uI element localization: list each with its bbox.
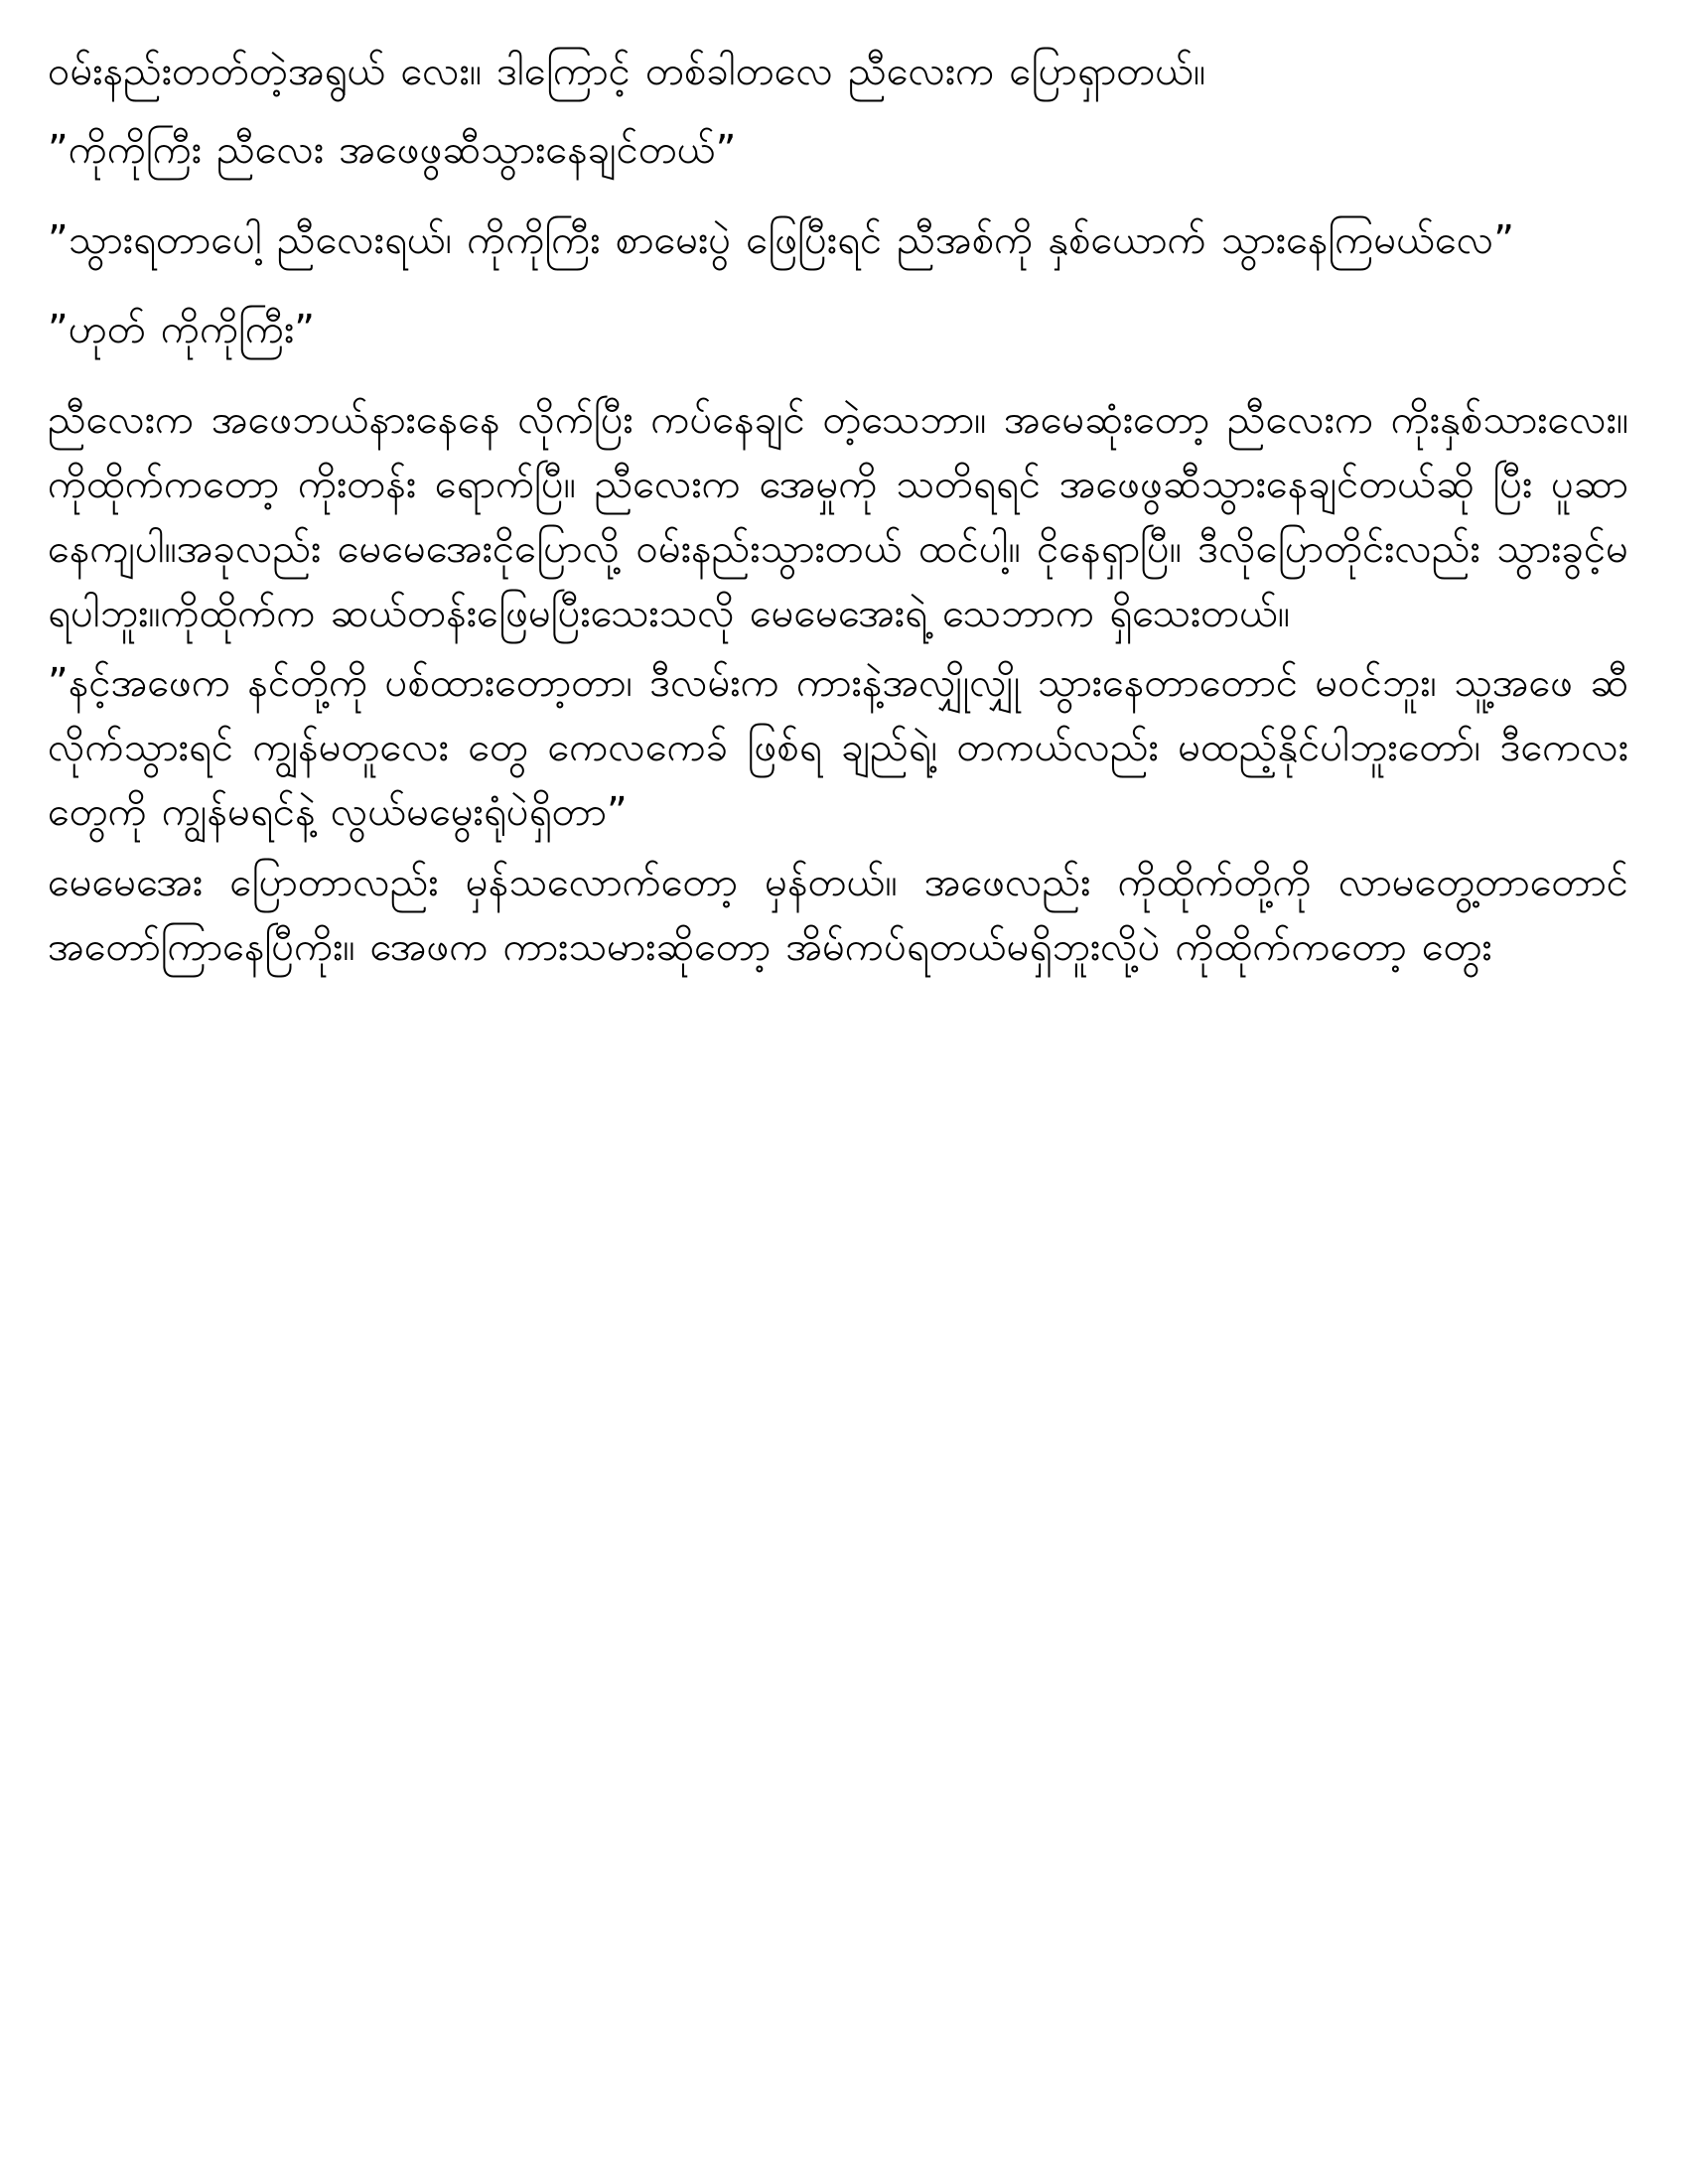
- paragraph-dialogue-3: ”ဟုတ် ကိုကိုကြီး”: [48, 307, 315, 353]
- paragraph-dialogue-1: ”ကိုကိုကြီး ညီလေး အဖေဖွဆီသွားနေချင်တယ်”: [48, 126, 737, 173]
- paragraph-narration-3: မေမေအေး ပြောတာလည်း မှန်သလောက်တော့ မှန်တယ်။ အဖေလည်း ကိုထိုက်တို့ကို လာမတွေ့တာတောင် အတော်ကြာနေပြီကိုး။ အေဖက ကားသမားဆိုတော့ အိမ်ကပ်ရတယ်မရှိဘူးလို့ပဲ ကိုထိုက်ကတော့ တွေး: [48, 859, 1628, 970]
- paragraph-narration-2: ညီလေးက အဖေဘယ်နားနေနေ လိုက်ပြီး ကပ်နေချင် တဲ့သေဘာ။ အမေဆုံးတော့ ညီလေးက ကိုးနှစ်သားလေး။ကိုထိုက်ကတော့ ကိုးတန်း ရောက်ပြီ။ ညီလေးက အေမှုကို သတိရရင် အဖေဖွဆီသွားနေချင်တယ်ဆို ပြီး ပူဆာနေကျပါ။အခုလည်း မေမေအေးငိုပြောလို့ ဝမ်းနည်းသွားတယ် ထင်ပါ့။ ငိုနေရှာပြီ။ ဒီလိုပြောတိုင်းလည်း သွားခွင့်မရပါဘူး။ကိုထိုက်က ဆယ်တန်းဖြေမပြီးသေးသလို မေမေအေးရဲ့ သေဘာက ရှိသေးတယ်။: [48, 397, 1628, 636]
- paragraph-dialogue-4: ”နင့်အဖေက နင်တို့ကို ပစ်ထားတော့တာ၊ ဒီလမ်းက ကားနဲ့အလျှိုလျှို သွားနေတာတောင် မဝင်ဘူး၊ သူ့အဖေ ဆီလိုက်သွားရင် ကျွန်မတူလေး တွေ ကေလကေခ် ဖြစ်ရ ချည်ရဲ့၊ တကယ်လည်း မထည့်နိုင်ပါဘူးတော်၊ ဒီကေလး တွေကို ကျွန်မရင်နဲ့ လွယ်မမွေးရုံပဲရှိတာ”: [48, 660, 1628, 835]
- paragraph-dialogue-2: ”သွားရတာပေါ့ ညီလေးရယ်၊ ကိုကိုကြီး စာမေးပွဲ ဖြေပြီးရင် ညီအစ်ကို နှစ်ယောက် သွားနေကြမယ်လေ”: [48, 216, 1514, 263]
- paragraph-narration-1: ဝမ်းနည်းတတ်တဲ့အရွယ် လေး။ ဒါကြောင့် တစ်ခါတလေ ညီလေးက ပြောရှာတယ်။: [48, 49, 1206, 94]
